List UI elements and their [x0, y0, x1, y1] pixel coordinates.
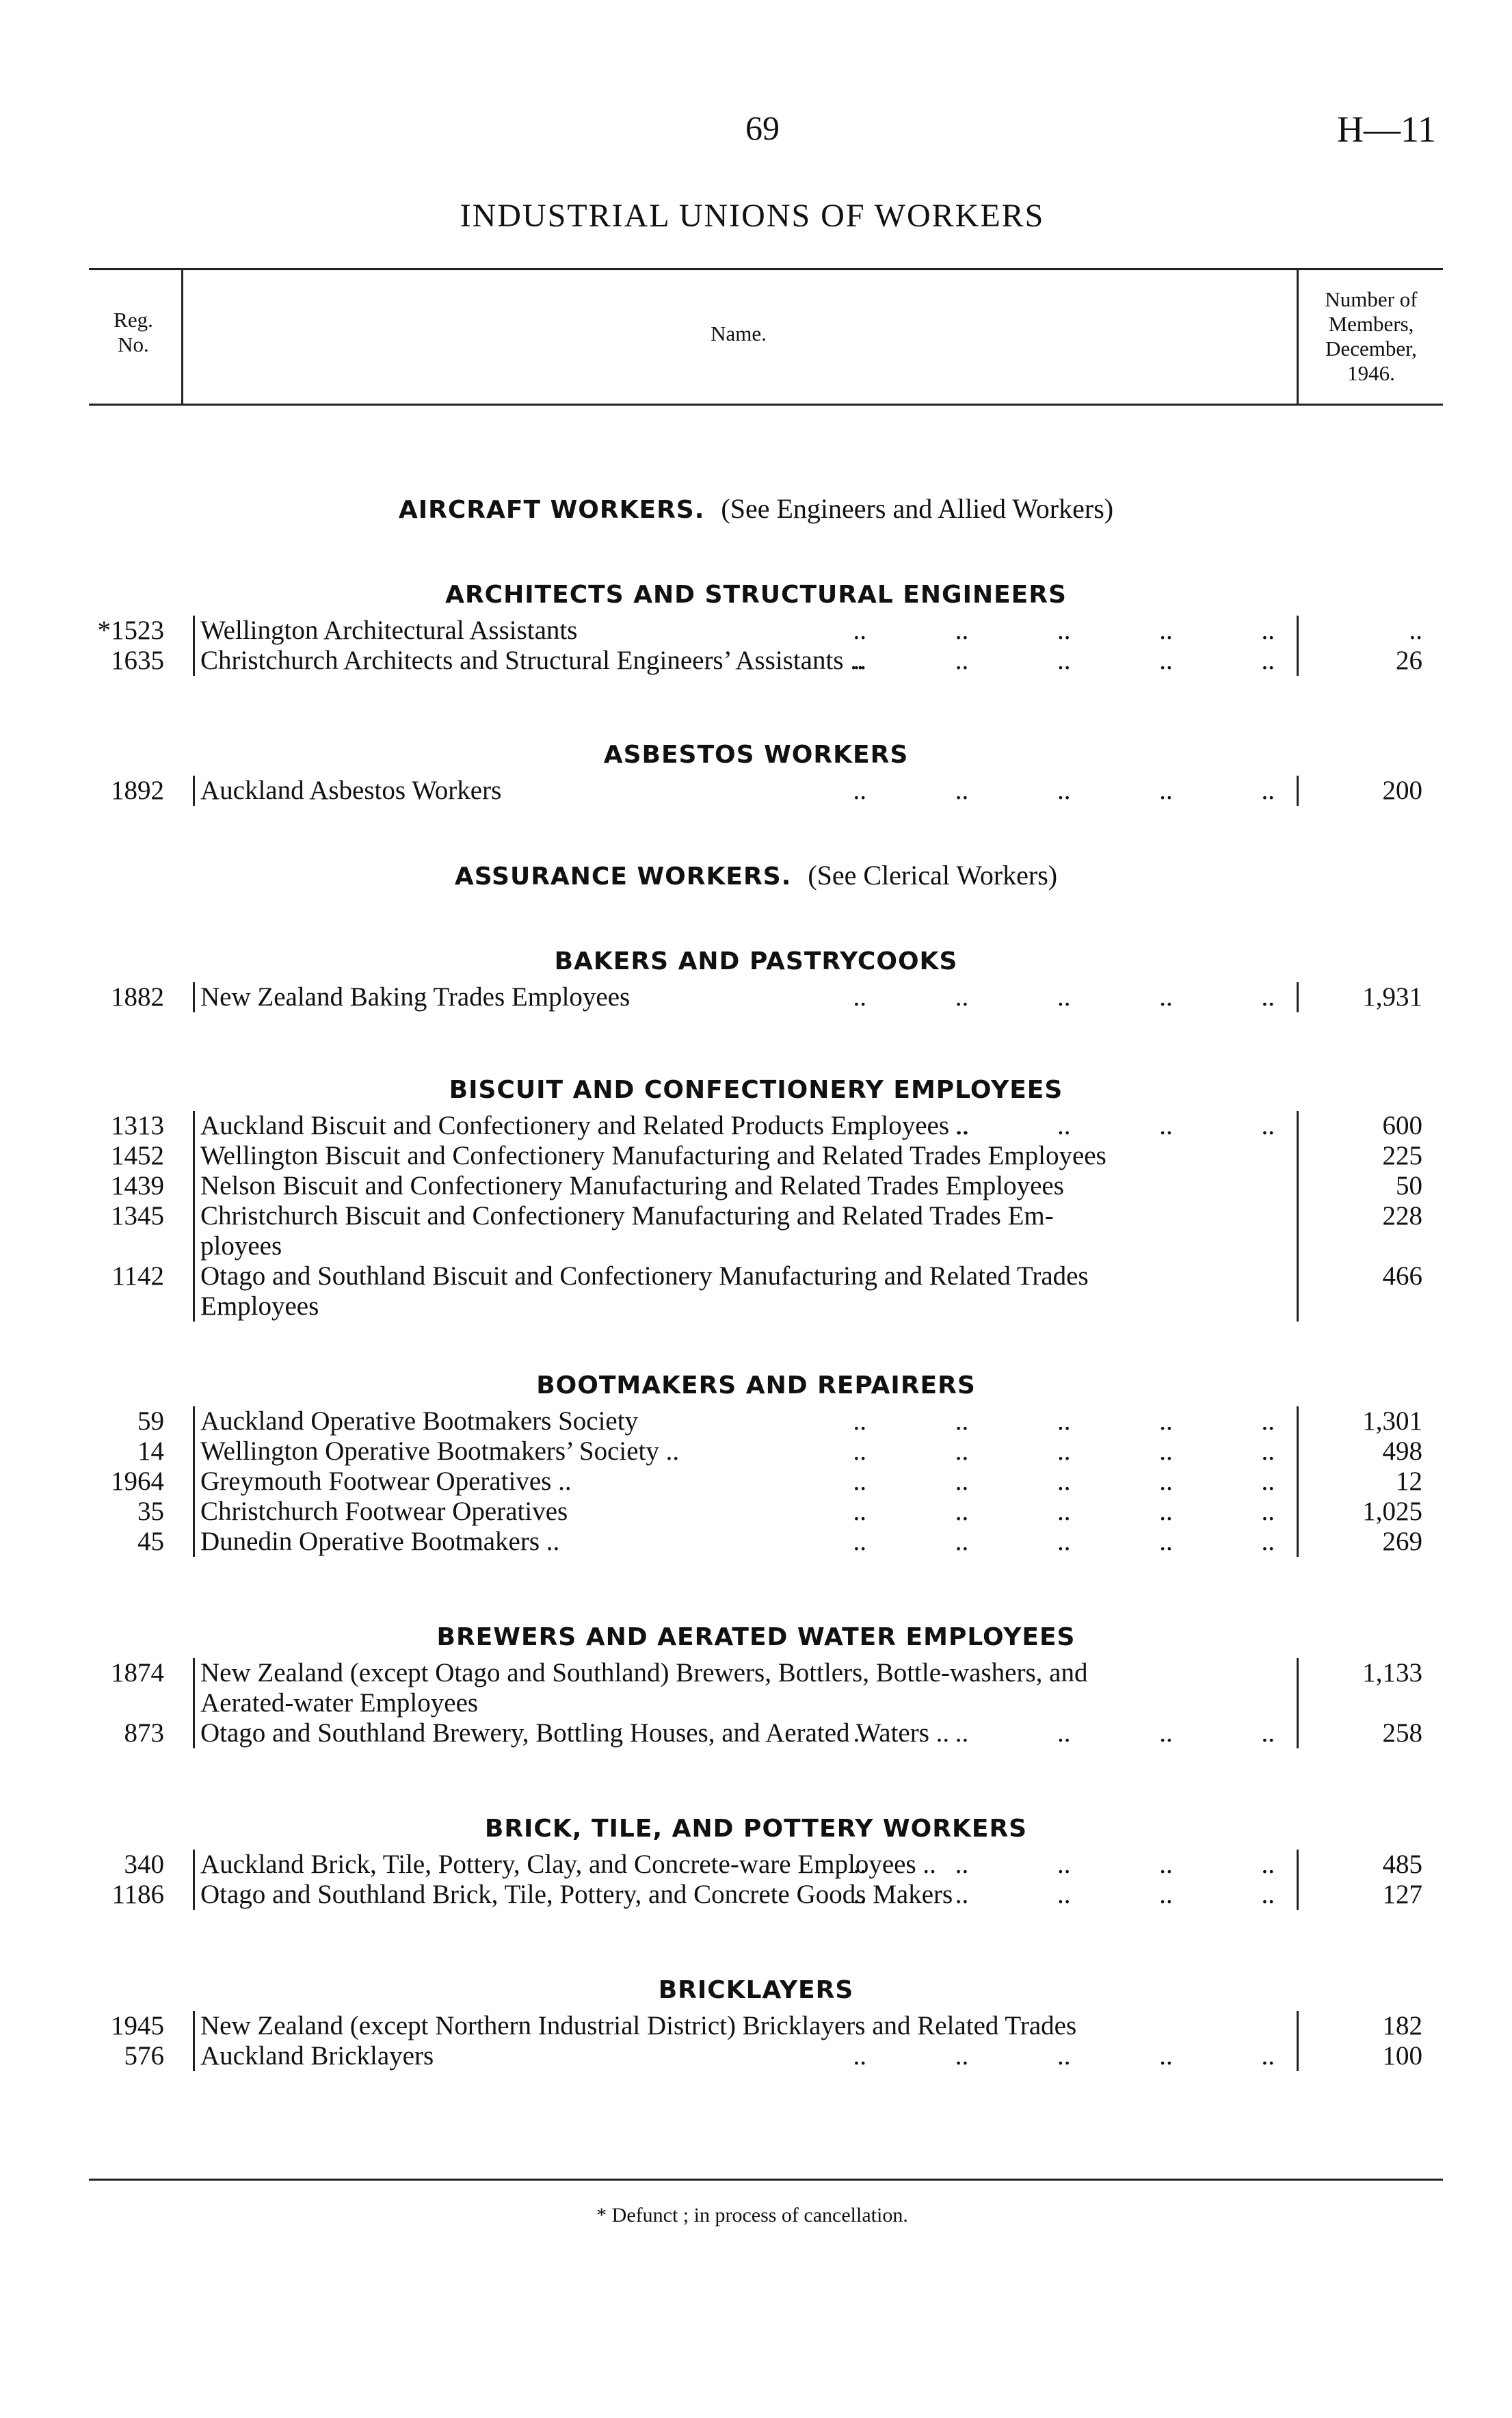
header-divider-left — [181, 270, 183, 404]
section-heading-text: BISCUIT AND CONFECTIONERY EMPLOYEES — [449, 1076, 1063, 1104]
column-divider — [1297, 776, 1299, 806]
column-divider — [1297, 1141, 1299, 1171]
member-count: 50 — [1396, 1171, 1422, 1200]
union-name-cell — [193, 616, 1279, 646]
section — [0, 1621, 1512, 1748]
union-name-cell — [193, 982, 1279, 1012]
leader-dots: .. .. .. .. .. — [853, 1111, 1275, 1140]
union-name-cell — [193, 1111, 1279, 1141]
union-list — [0, 1111, 1512, 1322]
page-number: 69 — [745, 109, 780, 147]
leader-dots: .. .. .. .. .. — [853, 982, 1275, 1012]
registration-number: 1635 — [111, 646, 164, 675]
union-name: New Zealand (except Otago and Southland) Brewers, Bottlers, Bottle-washers, and — [200, 1658, 1088, 1687]
union-name: New Zealand (except Northern Industrial District) Bricklayers and Related Trades — [200, 2011, 1077, 2040]
union-row — [0, 1718, 1512, 1748]
union-name-cell — [193, 1497, 1279, 1527]
union-row — [0, 1141, 1512, 1171]
union-list — [0, 982, 1512, 1012]
union-list — [0, 1658, 1512, 1748]
column-divider — [1297, 1436, 1299, 1467]
registration-number: 1945 — [111, 2011, 164, 2040]
header-reg-no: Reg. No. — [114, 308, 153, 356]
section — [0, 945, 1512, 1012]
leader-dots: .. .. .. .. .. — [853, 1467, 1275, 1496]
union-name-cell — [193, 1261, 1279, 1322]
column-divider — [1297, 1467, 1299, 1497]
leader-dots: .. .. .. .. .. — [853, 646, 1275, 675]
union-row — [0, 1527, 1512, 1557]
union-name-cell — [193, 1527, 1279, 1557]
member-count: 225 — [1382, 1141, 1422, 1170]
header-divider-right — [1297, 270, 1299, 404]
registration-number: 45 — [137, 1527, 164, 1556]
section-heading — [0, 579, 1512, 612]
leader-dots: .. .. .. .. .. — [853, 1497, 1275, 1526]
section-cross-reference: (See Engineers and Allied Workers) — [721, 493, 1114, 524]
section — [0, 492, 1512, 525]
section-heading — [0, 1813, 1512, 1845]
leader-dots: .. .. .. .. .. — [853, 1436, 1275, 1466]
leader-dots: .. .. .. .. .. — [853, 2041, 1275, 2071]
union-name: Nelson Biscuit and Confectionery Manufacturing and Related Trades Employees — [200, 1171, 1064, 1200]
registration-number: 1964 — [111, 1467, 164, 1496]
member-count: 258 — [1382, 1718, 1422, 1748]
union-row — [0, 1436, 1512, 1467]
section — [0, 1074, 1512, 1322]
member-count: 600 — [1382, 1111, 1422, 1140]
union-row — [0, 1171, 1512, 1201]
registration-number: 1452 — [111, 1141, 164, 1170]
union-name: Dunedin Operative Bootmakers .. — [200, 1527, 560, 1556]
column-divider — [1297, 1406, 1299, 1436]
header-top-rule — [89, 268, 1443, 270]
leader-dots: .. .. .. .. .. — [853, 1850, 1275, 1879]
union-row — [0, 2041, 1512, 2071]
member-count: .. — [1409, 616, 1422, 645]
column-divider — [1297, 1527, 1299, 1557]
union-name-continued: Employees — [200, 1291, 319, 1321]
union-row — [0, 1880, 1512, 1910]
member-count: 228 — [1382, 1201, 1422, 1231]
document-reference: H—11 — [1337, 109, 1436, 150]
header-bottom-rule — [89, 404, 1443, 406]
registration-number: 35 — [137, 1497, 164, 1526]
leader-dots: .. .. .. .. .. — [853, 776, 1275, 805]
union-name-cell — [193, 1850, 1279, 1880]
union-name: Auckland Bricklayers — [200, 2041, 434, 2071]
union-name: Otago and Southland Biscuit and Confectionery Manufacturing and Related Trades — [200, 1261, 1089, 1291]
registration-number: 1345 — [111, 1201, 164, 1231]
registration-number: 1142 — [111, 1261, 164, 1291]
union-name-cell — [193, 2041, 1279, 2071]
union-name: Christchurch Architects and Structural Engineers’ Assistants .. — [200, 646, 864, 675]
union-list — [0, 776, 1512, 806]
column-divider — [1297, 1171, 1299, 1201]
union-name-cell — [193, 1436, 1279, 1467]
member-count: 485 — [1382, 1850, 1422, 1879]
union-name: Otago and Southland Brick, Tile, Pottery, and Concrete Goods Makers — [200, 1880, 953, 1909]
union-name: Christchurch Footwear Operatives — [200, 1497, 568, 1526]
union-name: Christchurch Biscuit and Confectionery Manufacturing and Related Trades Em- — [200, 1201, 1054, 1231]
section-heading-text: BREWERS AND AERATED WATER EMPLOYEES — [436, 1623, 1076, 1651]
union-name-cell — [193, 1141, 1279, 1171]
union-name-cell — [193, 776, 1279, 806]
member-count: 26 — [1396, 646, 1422, 675]
column-divider — [1297, 1111, 1299, 1141]
union-name-cell — [193, 1658, 1279, 1718]
column-divider — [1297, 1497, 1299, 1527]
member-count: 12 — [1396, 1467, 1422, 1496]
leader-dots: .. .. .. .. .. — [853, 1406, 1275, 1436]
union-name: Wellington Architectural Assistants — [200, 616, 578, 645]
footer-rule — [89, 2179, 1443, 2181]
column-divider — [1297, 646, 1299, 676]
column-divider — [1297, 616, 1299, 646]
member-count: 100 — [1382, 2041, 1422, 2071]
section-heading — [0, 492, 1512, 525]
leader-dots: .. .. .. .. .. — [853, 616, 1275, 645]
section-heading — [0, 1369, 1512, 1402]
leader-dots: .. .. .. .. .. — [853, 1718, 1275, 1748]
union-table-body — [0, 438, 1512, 2071]
section-heading-text: BRICKLAYERS — [658, 1976, 854, 2004]
section — [0, 1813, 1512, 1910]
union-list — [0, 2011, 1512, 2071]
footnote: * Defunct ; in process of cancellation. — [596, 2204, 908, 2226]
union-row — [0, 616, 1512, 646]
header-members: Number of Members, December, 1946. — [1325, 287, 1418, 385]
registration-number: 59 — [137, 1406, 164, 1436]
leader-dots: .. .. .. .. .. — [853, 1880, 1275, 1909]
section — [0, 579, 1512, 676]
union-name-cell — [193, 1171, 1279, 1201]
section — [0, 739, 1512, 806]
registration-number: 1874 — [111, 1658, 164, 1687]
union-list — [0, 1850, 1512, 1910]
section-heading — [0, 859, 1512, 892]
member-count: 1,301 — [1362, 1406, 1422, 1436]
union-name-cell — [193, 646, 1279, 676]
member-count: 182 — [1382, 2011, 1422, 2040]
registration-number: 1439 — [111, 1171, 164, 1200]
member-count: 498 — [1382, 1436, 1422, 1466]
section — [0, 1369, 1512, 1557]
section-heading-text: BAKERS AND PASTRYCOOKS — [554, 947, 958, 975]
section-heading — [0, 945, 1512, 978]
column-divider — [1297, 1718, 1299, 1748]
registration-number: 14 — [137, 1436, 164, 1466]
union-list — [0, 616, 1512, 676]
registration-number: 340 — [124, 1850, 164, 1879]
registration-number: 1186 — [111, 1880, 164, 1909]
member-count: 1,133 — [1362, 1658, 1422, 1687]
header-name: Name. — [711, 321, 767, 345]
section-heading — [0, 1974, 1512, 2007]
union-name: Auckland Operative Bootmakers Society — [200, 1406, 639, 1436]
section-heading-text: AIRCRAFT WORKERS. — [398, 496, 705, 524]
union-name: Auckland Asbestos Workers — [200, 776, 502, 805]
section-heading-text: ASSURANCE WORKERS. — [454, 863, 792, 891]
section-heading-text: BRICK, TILE, AND POTTERY WORKERS — [484, 1815, 1028, 1843]
union-name: Greymouth Footwear Operatives .. — [200, 1467, 572, 1496]
section — [0, 1974, 1512, 2071]
member-count: 1,931 — [1362, 982, 1422, 1012]
union-name-continued: ployees — [200, 1231, 282, 1261]
union-name-cell — [193, 1880, 1279, 1910]
registration-number: 576 — [124, 2041, 164, 2071]
union-name-cell — [193, 1718, 1279, 1748]
registration-number: 1882 — [111, 982, 164, 1012]
registration-number: 873 — [124, 1718, 164, 1748]
section-heading-text: ARCHITECTS AND STRUCTURAL ENGINEERS — [445, 581, 1067, 609]
union-row — [0, 776, 1512, 806]
union-name: Wellington Operative Bootmakers’ Society .. — [200, 1436, 680, 1466]
union-row — [0, 1658, 1512, 1718]
section-heading — [0, 739, 1512, 772]
union-name-cell — [193, 1406, 1279, 1436]
column-divider — [1297, 982, 1299, 1012]
registration-number: 1313 — [111, 1111, 164, 1140]
section — [0, 859, 1512, 892]
union-row — [0, 1261, 1512, 1322]
union-row — [0, 2011, 1512, 2041]
column-divider — [1297, 2011, 1299, 2041]
column-divider — [1297, 1201, 1299, 1261]
union-row — [0, 1850, 1512, 1880]
union-name: New Zealand Baking Trades Employees — [200, 982, 631, 1012]
union-row — [0, 646, 1512, 676]
section-heading-text: ASBESTOS WORKERS — [603, 741, 909, 769]
union-list — [0, 1406, 1512, 1557]
union-name-cell — [193, 2011, 1279, 2041]
page-title: INDUSTRIAL UNIONS OF WORKERS — [460, 198, 1045, 234]
union-name: Auckland Biscuit and Confectionery and Related Products Employees .. — [200, 1111, 970, 1140]
union-row — [0, 982, 1512, 1012]
section-cross-reference: (See Clerical Workers) — [808, 860, 1058, 891]
column-divider — [1297, 1850, 1299, 1880]
union-name: Wellington Biscuit and Confectionery Manufacturing and Related Trades Employees — [200, 1141, 1106, 1170]
registration-number: 1892 — [111, 776, 164, 805]
member-count: 1,025 — [1362, 1497, 1422, 1526]
column-divider — [1297, 1261, 1299, 1322]
member-count: 466 — [1382, 1261, 1422, 1291]
member-count: 269 — [1382, 1527, 1422, 1556]
union-row — [0, 1406, 1512, 1436]
union-row — [0, 1201, 1512, 1261]
member-count: 200 — [1382, 776, 1422, 805]
registration-number: *1523 — [97, 616, 164, 645]
union-name-cell — [193, 1201, 1279, 1261]
union-name-cell — [193, 1467, 1279, 1497]
union-row — [0, 1497, 1512, 1527]
union-row — [0, 1111, 1512, 1141]
union-name: Otago and Southland Brewery, Bottling Houses, and Aerated Waters .. — [200, 1718, 950, 1748]
section-heading — [0, 1621, 1512, 1654]
union-name: Auckland Brick, Tile, Pottery, Clay, and Concrete-ware Employees .. — [200, 1850, 936, 1879]
member-count: 127 — [1382, 1880, 1422, 1909]
leader-dots: .. .. .. .. .. — [853, 1527, 1275, 1556]
union-name-continued: Aerated-water Employees — [200, 1688, 479, 1718]
section-heading — [0, 1074, 1512, 1107]
column-divider — [1297, 1658, 1299, 1718]
section-heading-text: BOOTMAKERS AND REPAIRERS — [536, 1371, 976, 1399]
union-row — [0, 1467, 1512, 1497]
column-divider — [1297, 1880, 1299, 1910]
column-divider — [1297, 2041, 1299, 2071]
